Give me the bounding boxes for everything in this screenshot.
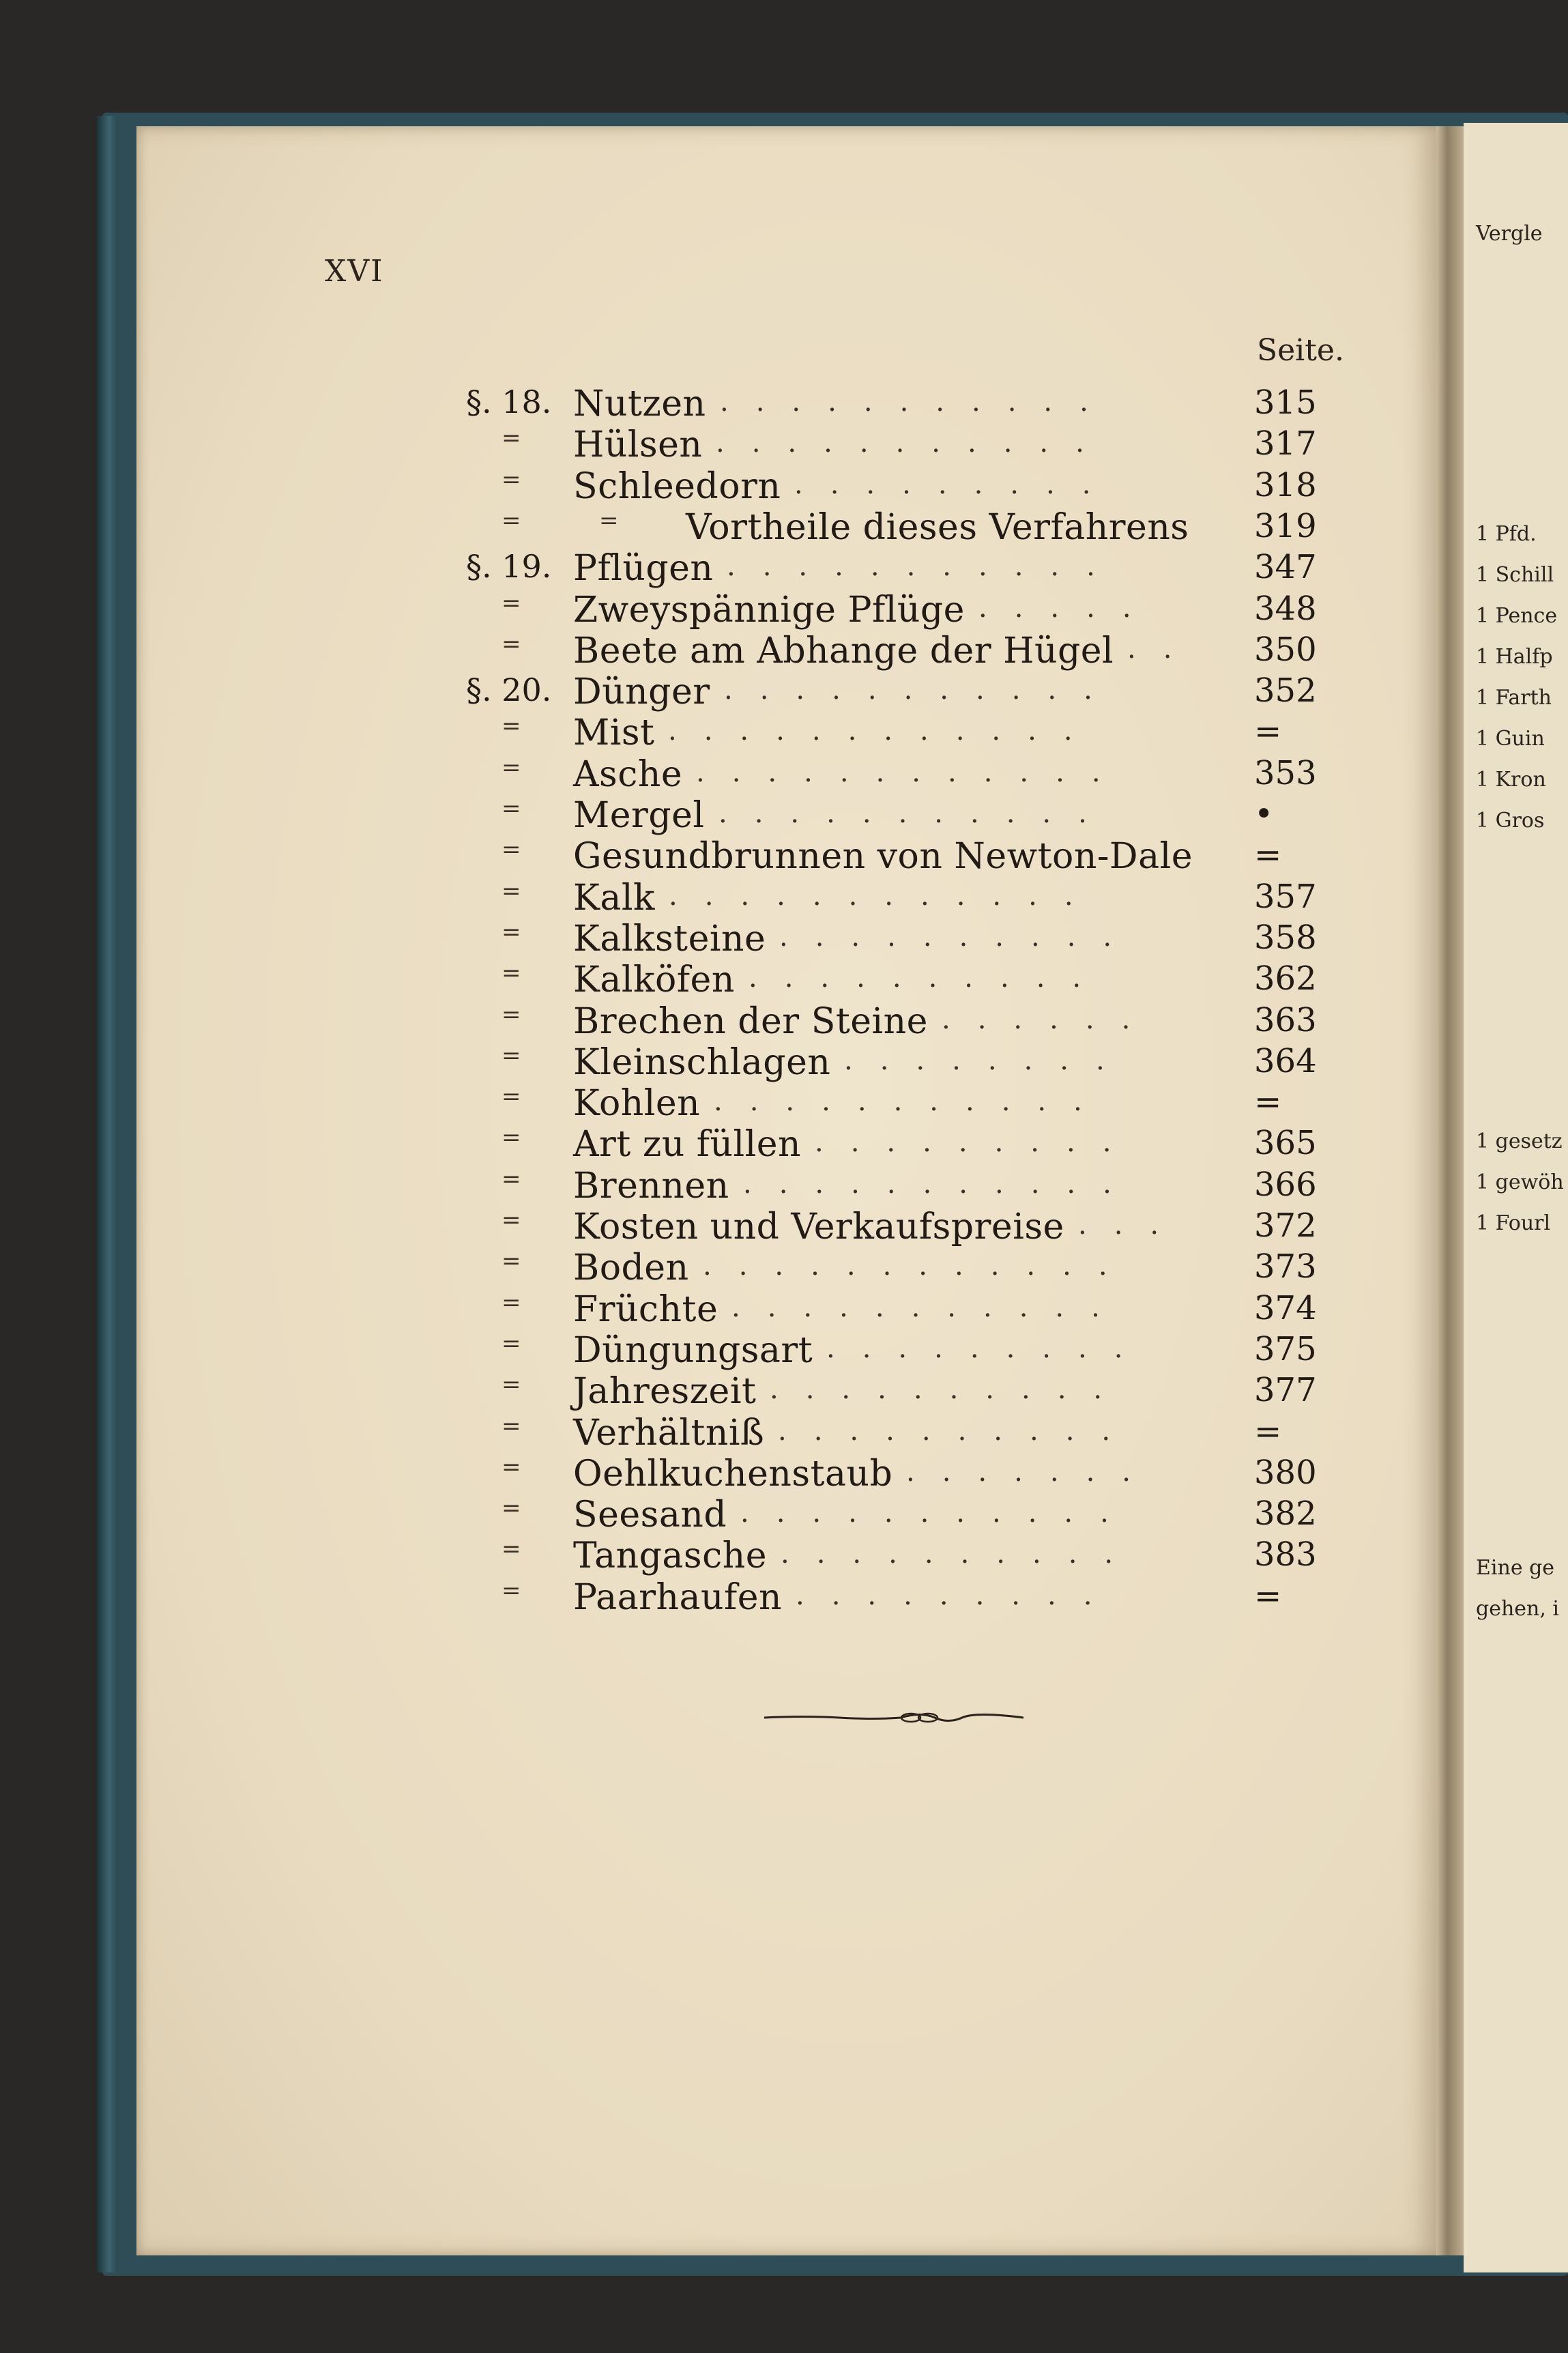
ditto-mark: = (502, 877, 521, 905)
toc-entry (0, 1413, 1433, 1454)
ditto-mark: = (502, 1124, 521, 1152)
ditto-mark: = (502, 1041, 521, 1069)
ditto-mark: = (502, 630, 521, 658)
toc-entry (0, 1207, 1433, 1247)
dot-leader: .......... (781, 1538, 1141, 1570)
dot-leader: ... (1078, 1209, 1187, 1241)
entry-page-number: 382 (1254, 1495, 1317, 1533)
dot-leader: .......... (779, 921, 1139, 953)
entry-title: Gesundbrunnen von Newton-Dale (573, 836, 1193, 878)
end-flourish-ornament (764, 1707, 1023, 1728)
entry-page-number: 363 (1254, 1000, 1317, 1039)
toc-entry (0, 590, 1433, 631)
toc-entry (0, 1454, 1433, 1495)
dot-leader: ....... (906, 1456, 1159, 1488)
ditto-mark: = (502, 1247, 521, 1275)
ditto-mark: = (502, 1495, 521, 1522)
entry-title: Hülsen (573, 424, 703, 466)
entry-title: Kleinschlagen (573, 1041, 831, 1083)
ditto-mark: = (502, 1083, 521, 1111)
right-page-line: 1 Fourl (1476, 1211, 1551, 1235)
dot-leader: ........... (716, 427, 1112, 459)
entry-title: Düngungsart (573, 1329, 813, 1371)
entry-page-number: 364 (1254, 1041, 1317, 1080)
toc-entry (0, 836, 1433, 877)
right-page-line: 1 Pfd. (1476, 522, 1537, 546)
dot-leader: ........ (844, 1044, 1132, 1076)
ditto-mark: = (599, 506, 619, 534)
ditto-mark: = (502, 1165, 521, 1193)
entry-title: Früchte (573, 1288, 718, 1330)
section-number: §. 19. (466, 548, 552, 586)
right-page-line: 1 Guin (1476, 727, 1545, 751)
toc-entry (0, 1330, 1433, 1371)
toc-entry (0, 507, 1433, 548)
toc-entry (0, 1247, 1433, 1288)
dot-leader: ......... (815, 1127, 1139, 1159)
entry-page-number: 358 (1254, 918, 1317, 957)
toc-entry (0, 754, 1433, 795)
ditto-mark: = (502, 1453, 521, 1481)
dot-leader: ............ (668, 715, 1100, 747)
dot-leader: ............ (696, 756, 1128, 788)
ditto-mark: = (502, 424, 521, 452)
column-header-seite: Seite. (1257, 333, 1344, 368)
entry-page-number: 377 (1254, 1371, 1317, 1410)
entry-page-number: 315 (1254, 384, 1317, 422)
toc-entry (0, 919, 1433, 959)
entry-page-number: 319 (1254, 506, 1317, 545)
entry-page-number: 353 (1254, 753, 1317, 792)
toc-entry (0, 1083, 1433, 1124)
toc-entry (0, 1577, 1433, 1618)
toc-entry (0, 1166, 1433, 1207)
entry-title: Jahreszeit (573, 1371, 757, 1413)
entry-title: Beete am Abhange der Hügel (573, 630, 1114, 672)
entry-title: Vortheile dieses Verfahrens (686, 506, 1189, 548)
entry-page-number: 366 (1254, 1165, 1317, 1204)
right-page-line: 1 Halfp (1476, 645, 1553, 669)
section-number: §. 18. (466, 384, 552, 420)
right-page-edge (1464, 123, 1568, 2272)
toc-entry (0, 795, 1433, 836)
entry-page-number: 383 (1254, 1535, 1317, 1574)
toc-entry (0, 959, 1433, 1000)
entry-page-number: 365 (1254, 1124, 1317, 1163)
right-page-line: Eine ge (1476, 1556, 1555, 1580)
dot-leader: ........... (714, 1086, 1109, 1118)
entry-title: Brechen der Steine (573, 1000, 928, 1042)
entry-page-number: 375 (1254, 1329, 1317, 1368)
entry-title: Nutzen (573, 384, 706, 424)
ditto-mark: = (502, 712, 521, 740)
entry-title: Boden (573, 1247, 689, 1289)
ditto-mark: = (502, 1000, 521, 1028)
dot-leader: ........... (731, 1291, 1127, 1323)
dot-leader: ......... (794, 468, 1118, 500)
page-number: XVI (325, 254, 384, 289)
ditto-mark: = (502, 1412, 521, 1440)
ditto-mark: = (502, 753, 521, 781)
entry-page-number: 317 (1254, 424, 1317, 463)
ditto-mark: = (502, 1329, 521, 1357)
entry-page-number: = (1254, 712, 1282, 751)
dot-leader: ........... (740, 1497, 1136, 1529)
ditto-mark: = (502, 465, 521, 493)
entry-page-number: 318 (1254, 465, 1317, 504)
toc-entry (0, 384, 1433, 424)
ditto-mark: = (502, 959, 521, 987)
entry-title: Mergel (573, 795, 705, 836)
entry-title: Verhältniß (573, 1412, 765, 1454)
entry-title: Art zu füllen (573, 1124, 802, 1166)
ditto-mark: = (502, 795, 521, 822)
entry-page-number: = (1254, 1576, 1282, 1615)
ditto-mark: = (502, 1576, 521, 1604)
entry-page-number: 352 (1254, 672, 1317, 710)
entry-page-number: 373 (1254, 1247, 1317, 1286)
entry-title: Tangasche (573, 1535, 767, 1577)
toc-entry (0, 1042, 1433, 1083)
ditto-mark: = (502, 1207, 521, 1234)
entry-page-number: 374 (1254, 1288, 1317, 1327)
right-page-line: 1 Gros (1476, 809, 1545, 833)
ditto-mark: = (502, 589, 521, 617)
right-page-line: 1 Pence (1476, 604, 1558, 628)
entry-title: Zweyspännige Pflüge (573, 589, 965, 631)
entry-title: Dünger (573, 672, 710, 713)
entry-title: Seesand (573, 1495, 727, 1536)
right-page-line: Vergle (1476, 222, 1543, 246)
dot-leader: ...... (942, 1003, 1158, 1035)
page-gutter (1436, 126, 1464, 2255)
entry-page-number: 362 (1254, 959, 1317, 998)
toc-entry (0, 1124, 1433, 1165)
entry-title: Kalksteine (573, 918, 766, 959)
toc-entry (0, 548, 1433, 589)
toc-entry (0, 1289, 1433, 1330)
entry-page-number: 350 (1254, 630, 1317, 669)
right-page-line: 1 gesetz (1476, 1129, 1563, 1153)
section-number: §. 20. (466, 672, 552, 709)
entry-page-number: 372 (1254, 1207, 1317, 1245)
entry-title: Schleedorn (573, 465, 781, 507)
entry-title: Brennen (573, 1165, 729, 1207)
toc-entry (0, 631, 1433, 672)
entry-title: Kalk (573, 877, 655, 919)
entry-title: Mist (573, 712, 655, 754)
entry-title: Asche (573, 753, 683, 795)
entry-page-number: • (1254, 795, 1274, 833)
dot-leader: ........... (724, 674, 1120, 706)
ditto-mark: = (502, 506, 521, 534)
toc-entry (0, 1495, 1433, 1535)
entry-page-number: = (1254, 1083, 1282, 1122)
toc-entry (0, 424, 1433, 465)
ditto-mark: = (502, 836, 521, 864)
ditto-mark: = (502, 918, 521, 946)
entry-title: Pflügen (573, 548, 714, 590)
dot-leader: .......... (778, 1415, 1138, 1447)
dot-leader: ........... (720, 386, 1116, 418)
entry-page-number: 347 (1254, 548, 1317, 587)
dot-leader: ........... (727, 551, 1122, 583)
entry-title: Kosten und Verkaufspreise (573, 1207, 1064, 1247)
dot-leader: ........... (743, 1168, 1139, 1200)
toc-entry (0, 672, 1433, 712)
toc-entry (0, 1535, 1433, 1576)
entry-title: Oehlkuchenstaub (573, 1453, 893, 1495)
dot-leader: ..... (978, 592, 1159, 624)
dot-leader: ............ (669, 880, 1101, 912)
right-page-line: 1 Kron (1476, 768, 1546, 792)
entry-title: Kalköfen (573, 959, 735, 1001)
toc-entry (0, 878, 1433, 919)
ditto-mark: = (502, 1371, 521, 1399)
entry-title: Kohlen (573, 1083, 701, 1125)
right-page-line: 1 Schill (1476, 563, 1554, 587)
dot-leader: .......... (749, 962, 1109, 994)
dot-leader: ........... (718, 798, 1114, 829)
right-page-line: 1 Farth (1476, 686, 1552, 710)
toc-entry (0, 712, 1433, 753)
right-page-line: 1 gewöh (1476, 1170, 1564, 1194)
entry-title: Paarhaufen (573, 1576, 783, 1618)
entry-page-number: 348 (1254, 589, 1317, 628)
toc-entry (0, 1371, 1433, 1412)
dot-leader: .. (1127, 633, 1200, 665)
entry-page-number: = (1254, 1412, 1282, 1451)
dot-leader: ......... (826, 1332, 1150, 1364)
right-page-line: gehen, i (1476, 1597, 1560, 1621)
entry-page-number: = (1254, 836, 1282, 875)
entry-page-number: 357 (1254, 877, 1317, 916)
dot-leader: .......... (770, 1374, 1130, 1406)
toc-entry (0, 466, 1433, 507)
dot-leader: ......... (796, 1579, 1120, 1611)
entry-page-number: 380 (1254, 1453, 1317, 1492)
dot-leader: ............ (703, 1250, 1135, 1282)
ditto-mark: = (502, 1288, 521, 1316)
toc-entry (0, 1001, 1433, 1042)
ditto-mark: = (502, 1535, 521, 1563)
